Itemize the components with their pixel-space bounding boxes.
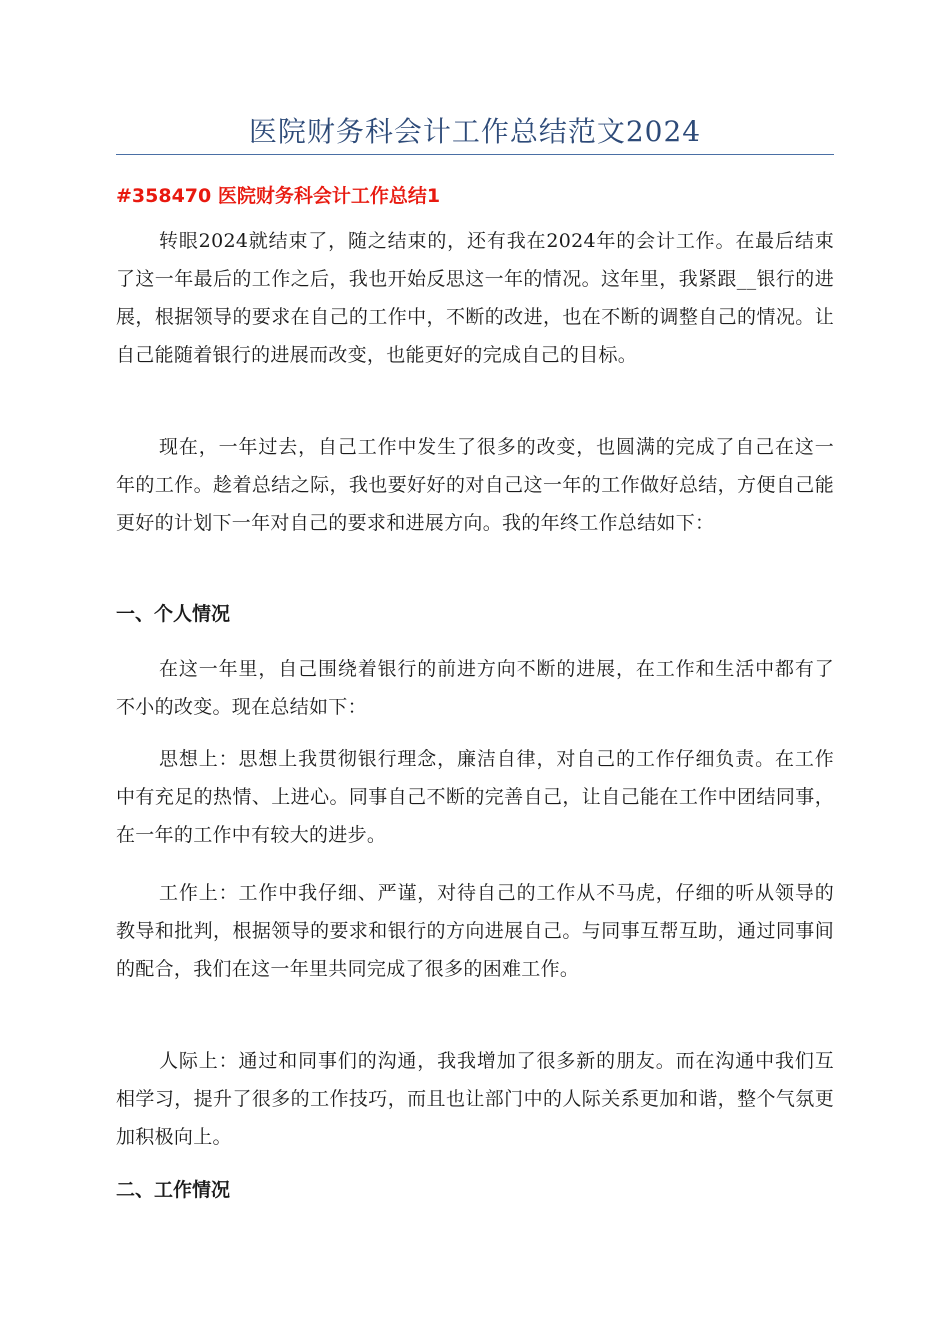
paragraph-thought: 思想上：思想上我贯彻银行理念，廉洁自律，对自己的工作仔细负责。在工作中有充足的热情、上进心。同事自己不断的完善自己，让自己能在工作中团结同事，在一年的工作中有较大的进步。 — [116, 748, 834, 846]
section-heading: #358470 医院财务科会计工作总结1 — [116, 185, 441, 207]
heading-personal: 一、个人情况 — [116, 603, 231, 625]
heading-work: 二、工作情况 — [116, 1179, 231, 1201]
paragraph-work: 工作上：工作中我仔细、严谨，对待自己的工作从不马虎，仔细的听从领导的教导和批判，根据领导的要求和银行的方向进展自己。与同事互帮互助，通过同事间的配合，我们在这一年里共同完成了很多的困难工作。 — [116, 882, 834, 980]
document-title: 医院财务科会计工作总结范文2024 — [248, 115, 702, 148]
paragraph-interpersonal: 人际上：通过和同事们的沟通，我我增加了很多新的朋友。而在沟通中我们互相学习，提升了很多的工作技巧，而且也让部门中的人际关系更加和谐，整个气氛更加积极向上。 — [116, 1050, 834, 1148]
paragraph-intro: 转眼2024就结束了，随之结束的，还有我在2024年的会计工作。在最后结束了这一年最后的工作之后，我也开始反思这一年的情况。这年里，我紧跟__银行的进展，根据领导的要求在自己的工作中，不断的改进，也在不断的调整自己的情况。让自己能随着银行的进展而改变，也能更好的完成自己的目标。 — [116, 230, 834, 366]
paragraph-personal-intro: 在这一年里，自己围绕着银行的前进方向不断的进展，在工作和生活中都有了不小的改变。现在总结如下： — [116, 658, 834, 718]
title-underline — [116, 154, 834, 155]
paragraph-summary-lead: 现在，一年过去，自己工作中发生了很多的改变，也圆满的完成了自己在这一年的工作。趁着总结之际，我也要好好的对自己这一年的工作做好总结，方便自己能更好的计划下一年对自己的要求和进展方向。我的年终工作总结如下： — [116, 436, 834, 534]
